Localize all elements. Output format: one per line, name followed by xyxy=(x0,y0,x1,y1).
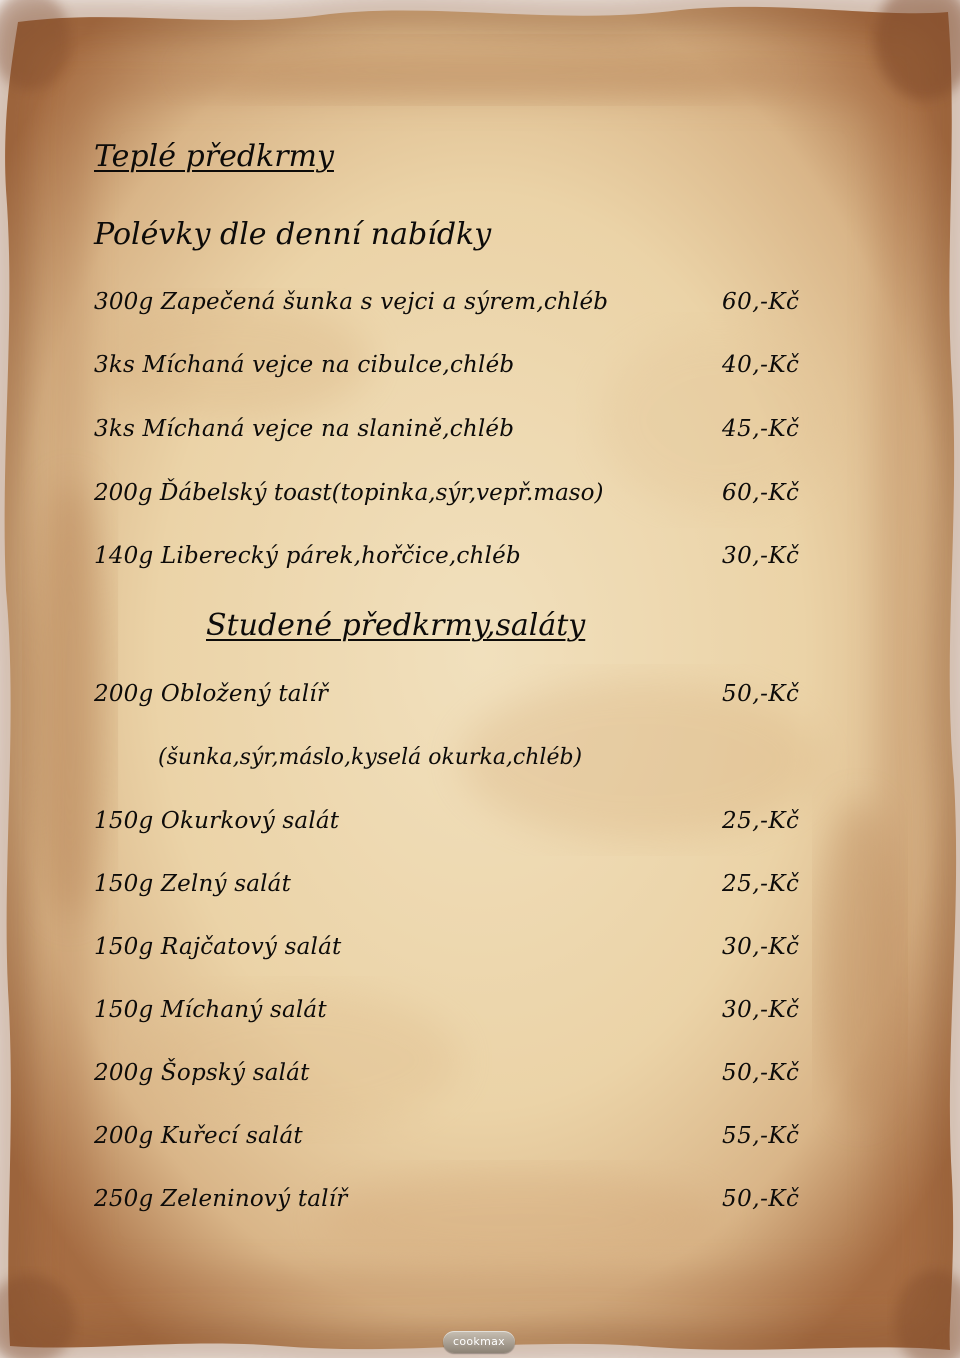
menu-item-price: 60,-Kč xyxy=(722,480,800,506)
menu-item-name: 140g Liberecký párek,hořčice,chléb xyxy=(94,543,521,569)
plate-description: (šunka,sýr,máslo,kyselá okurka,chléb) xyxy=(158,745,583,770)
menu-item-price: 30,-Kč xyxy=(722,543,800,569)
menu-item-name: 200g Kuřecí salát xyxy=(94,1123,303,1149)
menu-item-price: 40,-Kč xyxy=(722,352,800,378)
menu-item-price: 50,-Kč xyxy=(722,1186,800,1212)
menu-item-name: 200g Obložený talíř xyxy=(94,681,329,707)
cookmax-logo: cookmax xyxy=(443,1331,515,1353)
menu-item-name: 150g Okurkový salát xyxy=(94,808,340,834)
menu-item-name: 200g Ďábelský toast(topinka,sýr,vepř.maso) xyxy=(94,480,604,506)
warm-starters-heading: Teplé předkrmy xyxy=(94,139,334,174)
menu-item-price: 50,-Kč xyxy=(722,1060,800,1086)
menu-item-price: 25,-Kč xyxy=(722,871,800,897)
menu-item-name: 150g Zelný salát xyxy=(94,871,292,897)
menu-item-name: 150g Rajčatový salát xyxy=(94,934,342,960)
menu-item-name: 250g Zeleninový talíř xyxy=(94,1186,348,1212)
soups-line: Polévky dle denní nabídky xyxy=(94,217,492,252)
menu-item-price: 45,-Kč xyxy=(722,416,800,442)
menu-item-price: 60,-Kč xyxy=(722,289,800,315)
menu-item-name: 3ks Míchaná vejce na slanině,chléb xyxy=(94,416,515,442)
menu-item-price: 30,-Kč xyxy=(722,997,800,1023)
menu-item-name: 200g Šopský salát xyxy=(94,1060,310,1086)
menu-item-name: 3ks Míchaná vejce na cibulce,chléb xyxy=(94,352,515,378)
menu-item-price: 55,-Kč xyxy=(722,1123,800,1149)
menu-item-price: 50,-Kč xyxy=(722,681,800,707)
menu-item-price: 30,-Kč xyxy=(722,934,800,960)
menu-item-price: 25,-Kč xyxy=(722,808,800,834)
menu-item-name: 300g Zapečená šunka s vejci a sýrem,chléb xyxy=(94,289,609,315)
cold-starters-heading: Studené předkrmy,saláty xyxy=(206,608,586,643)
menu-item-name: 150g Míchaný salát xyxy=(94,997,327,1023)
